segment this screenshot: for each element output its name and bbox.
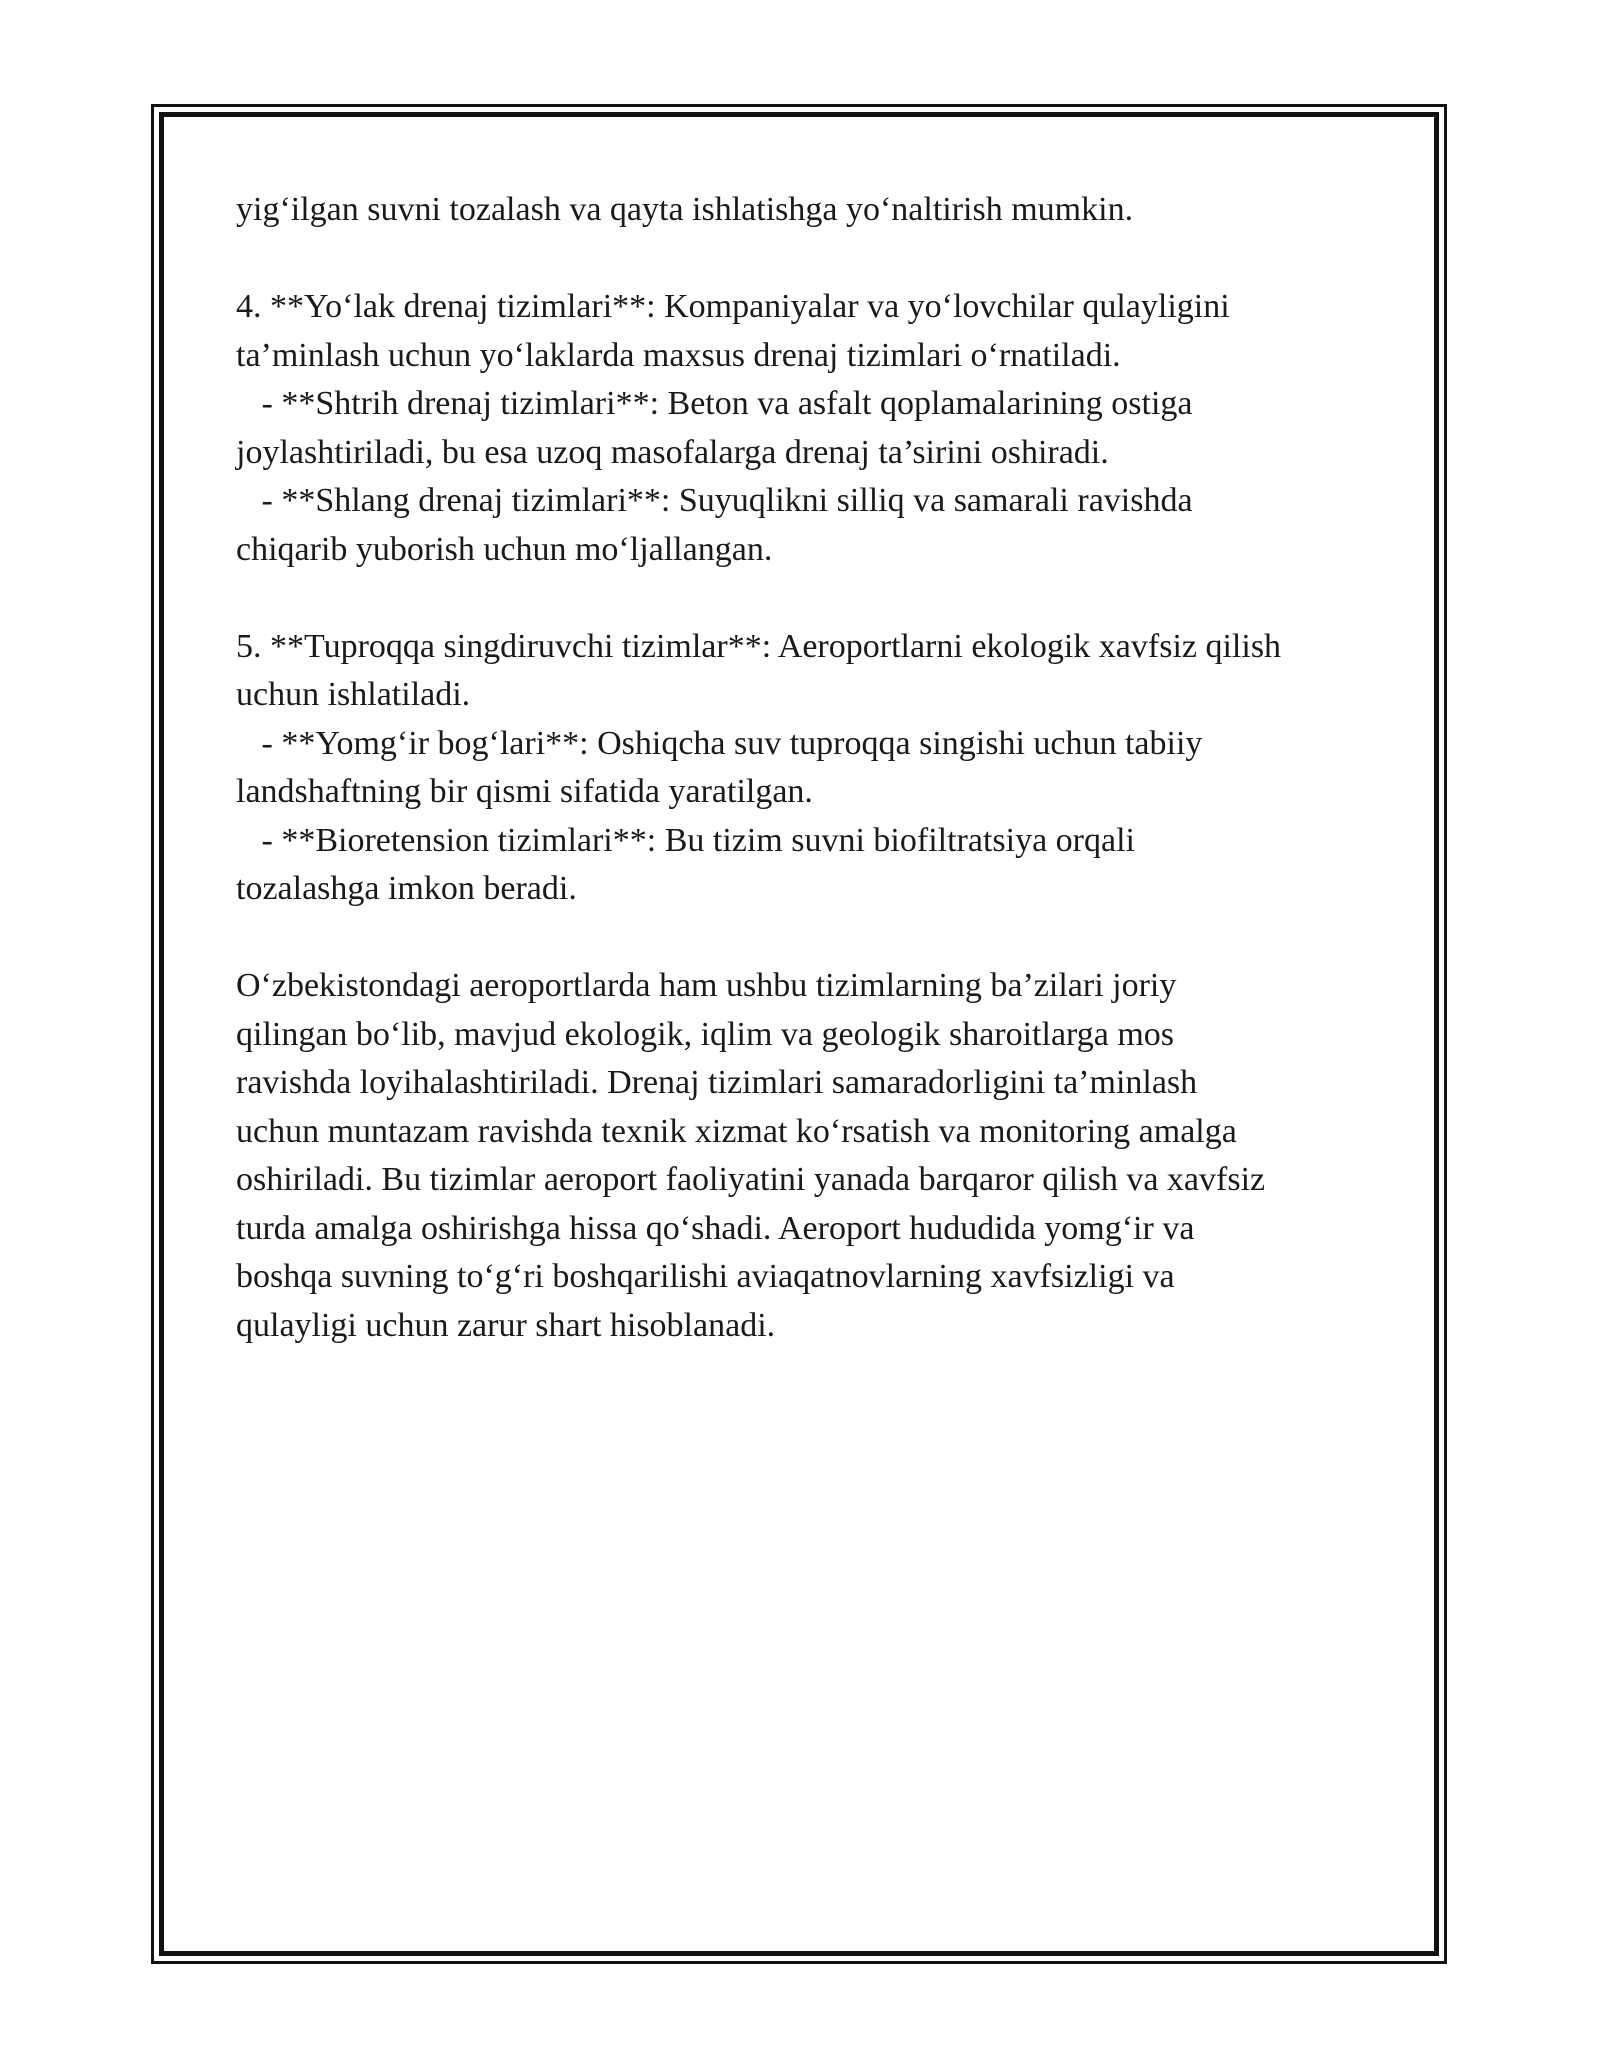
text-line: - **Shtrih drenaj tizimlari**: Beton va asfalt qoplamalarining ostiga xyxy=(236,385,1193,422)
text-line: uchun muntazam ravishda texnik xizmat ko‘rsatish va monitoring amalga xyxy=(236,1112,1237,1150)
paragraph-gap xyxy=(236,574,1386,623)
text-line: tozalashga imkon beradi. xyxy=(236,870,577,907)
text-line: boshqa suvning to‘g‘ri boshqarilishi aviaqatnovlarning xavfsizligi va xyxy=(236,1258,1175,1295)
text-line: - **Shlang drenaj tizimlari**: Suyuqlikni silliq va samarali ravishda xyxy=(236,482,1193,519)
paragraph-conclusion xyxy=(236,962,1386,1350)
text-line: qulayligi uchun zarur shart hisoblanadi. xyxy=(236,1306,776,1344)
document-body xyxy=(236,186,1386,1350)
text-line: yig‘ilgan suvni tozalash va qayta ishlatishga yo‘naltirish mumkin. xyxy=(236,191,1134,228)
text-line: 4. **Yo‘lak drenaj tizimlari**: Kompaniyalar va yo‘lovchilar qulayligini xyxy=(236,288,1230,325)
text-line: qilingan bo‘lib, mavjud ekologik, iqlim va geologik sharoitlarga mos xyxy=(236,1015,1175,1053)
paragraph-gap xyxy=(236,235,1386,284)
text-line: landshaftning bir qismi sifatida yaratilgan. xyxy=(236,773,813,810)
text-line: chiqarib yuborish uchun mo‘ljallangan. xyxy=(236,530,773,568)
paragraph-continuation xyxy=(236,186,1386,235)
text-line: ta’minlash uchun yo‘laklarda maxsus drenaj tizimlari o‘rnatiladi. xyxy=(236,336,1121,374)
text-line: 5. **Tuproqqa singdiruvchi tizimlar**: Aeroportlarni ekologik xavfsiz qilish xyxy=(236,627,1282,665)
text-line: turda amalga oshirishga hissa qo‘shadi. Aeroport hududida yomg‘ir va xyxy=(236,1209,1195,1247)
text-line: oshiriladi. Bu tizimlar aeroport faoliyatini yanada barqaror qilish va xavfsiz xyxy=(236,1161,1266,1198)
paragraph-gap xyxy=(236,914,1386,963)
text-line: ravishda loyihalashtiriladi. Drenaj tizimlari samaradorligini ta’minlash xyxy=(236,1064,1198,1101)
text-line: - **Bioretension tizimlari**: Bu tizim suvni biofiltratsiya orqali xyxy=(236,821,1135,859)
paragraph-item-4 xyxy=(236,283,1386,574)
text-line: O‘zbekistondagi aeroportlarda ham ushbu tizimlarning ba’zilari joriy xyxy=(236,967,1177,1004)
text-line: - **Yomg‘ir bog‘lari**: Oshiqcha suv tuproqqa singishi uchun tabiiy xyxy=(236,724,1203,762)
paragraph-item-5 xyxy=(236,623,1386,914)
text-line: uchun ishlatiladi. xyxy=(236,676,471,713)
text-line: joylashtiriladi, bu esa uzoq masofalarga drenaj ta’sirini oshiradi. xyxy=(236,433,1109,471)
